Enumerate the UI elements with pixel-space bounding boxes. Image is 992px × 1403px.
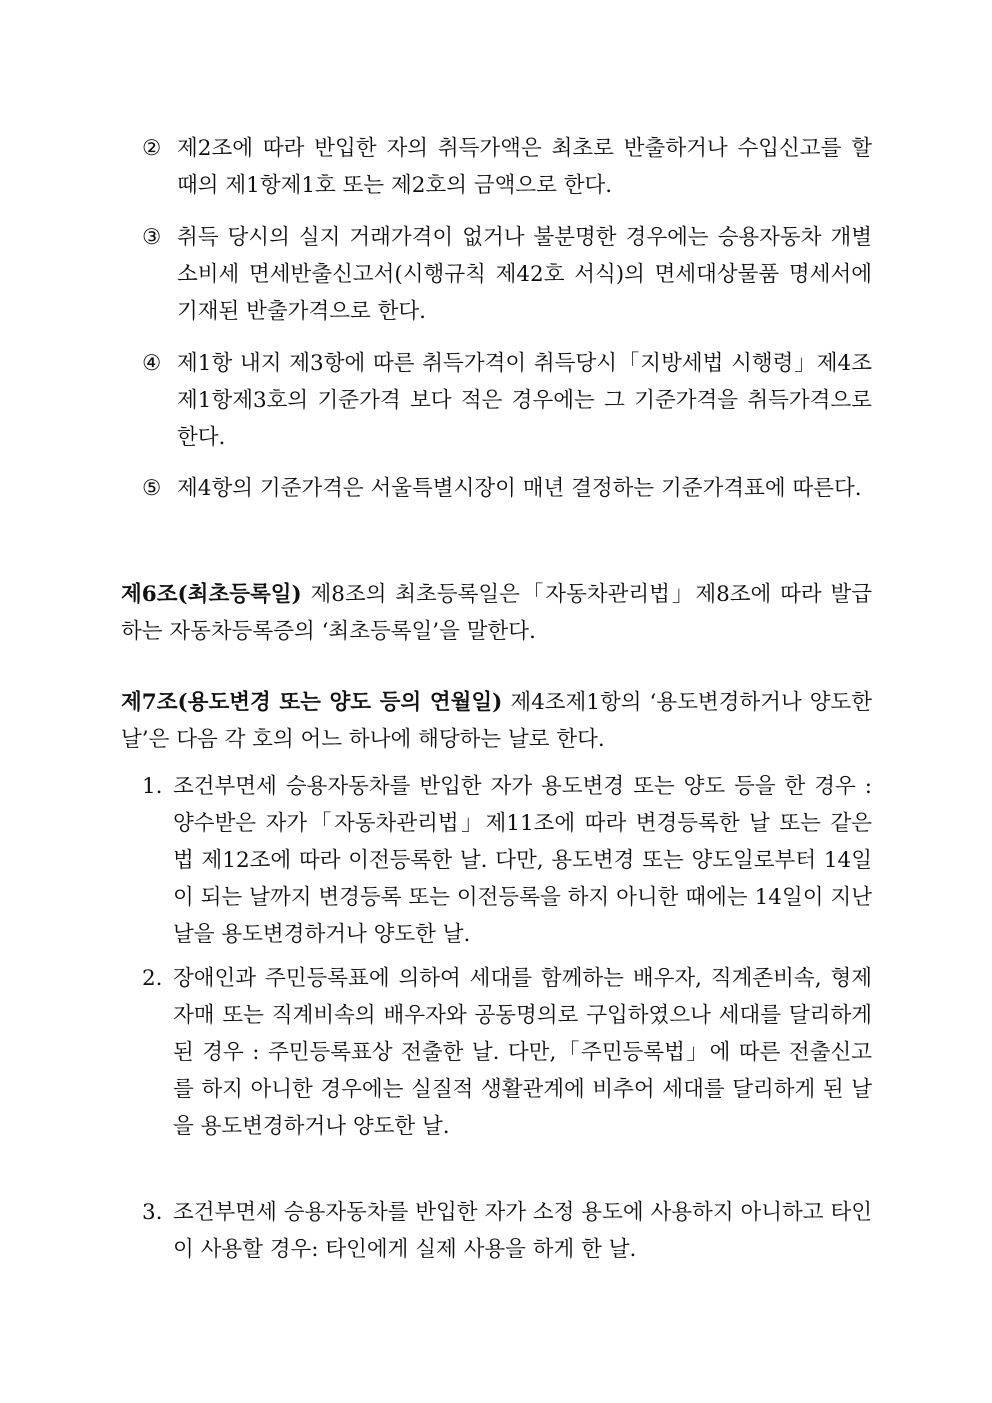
clause-text: 제1항 내지 제3항에 따른 취득가격이 취득당시「지방세법 시행령」제4조제1항제3호의 기준가격 보다 적은 경우에는 그 기준가격을 취득가격으로 한다.	[177, 351, 872, 450]
article-heading: 제6조(최초등록일)	[121, 582, 302, 607]
subclause-2	[0, 960, 992, 1145]
article-body: 제8조의 최초등록일은「자동차관리법」제8조에 따라 발급하는 자동차등록증의 ‘최초등록일’을 말한다.	[121, 582, 872, 644]
subclause-text: 조건부면세 승용자동차를 반입한 자가 용도변경 또는 양도 등을 한 경우 : 양수받은 자가「자동차관리법」제11조에 따라 변경등록한 날 또는 같은 법 제12조에 따라 이전등록한 날. 다만, 용도변경 또는 양도일로부터 14일이 되는 날까지 변경등록 또는 이전등록을 하지 아니한 때에는 14일이 지난 날을 용도변경하거나 양도한 날.	[173, 774, 872, 947]
clause-3	[0, 219, 992, 330]
clause-marker: ③	[142, 225, 162, 250]
clause-marker: ④	[142, 351, 162, 376]
subclause-text: 장애인과 주민등록표에 의하여 세대를 함께하는 배우자, 직계존비속, 형제자매 또는 직계비속의 배우자와 공동명의로 구입하였으나 세대를 달리하게 된 경우 : 주민등록표상 전출한 날. 다만,「주민등록법」에 따른 전출신고를 하지 아니한 경우에는 실질적 생활관계에 비추어 세대를 달리하게 된 날을 용도변경하거나 양도한 날.	[173, 966, 872, 1139]
clause-text: 취득 당시의 실지 거래가격이 없거나 불분명한 경우에는 승용자동차 개별소비세 면세반출신고서(시행규칙 제42호 서식)의 면세대상물품 명세서에 기재된 반출가격으로 한다.	[177, 225, 872, 324]
subclause-text: 조건부면세 승용자동차를 반입한 자가 소정 용도에 사용하지 아니하고 타인이 사용할 경우: 타인에게 실제 사용을 하게 한 날.	[173, 1200, 872, 1262]
clause-marker: ⑤	[142, 476, 162, 501]
article-7	[0, 684, 992, 758]
article-6	[0, 576, 992, 650]
article-body: 제4조제1항의 ‘용도변경하거나 양도한 날’은 다음 각 호의 어느 하나에 해당하는 날로 한다.	[121, 690, 872, 752]
subclause-3	[0, 1194, 992, 1268]
article-heading: 제7조(용도변경 또는 양도 등의 연월일)	[121, 690, 503, 715]
clause-2	[0, 130, 992, 204]
subclause-marker: 3.	[142, 1200, 163, 1225]
clause-4	[0, 345, 992, 456]
clause-text: 제2조에 따라 반입한 자의 취득가액은 최초로 반출하거나 수입신고를 할 때의 제1항제1호 또는 제2호의 금액으로 한다.	[177, 136, 872, 198]
clause-5	[0, 470, 992, 507]
clause-marker: ②	[142, 136, 162, 161]
subclause-marker: 2.	[142, 966, 163, 991]
subclause-1	[0, 768, 992, 953]
clause-text: 제4항의 기준가격은 서울특별시장이 매년 결정하는 기준가격표에 따른다.	[177, 476, 862, 501]
subclause-marker: 1.	[142, 774, 163, 799]
